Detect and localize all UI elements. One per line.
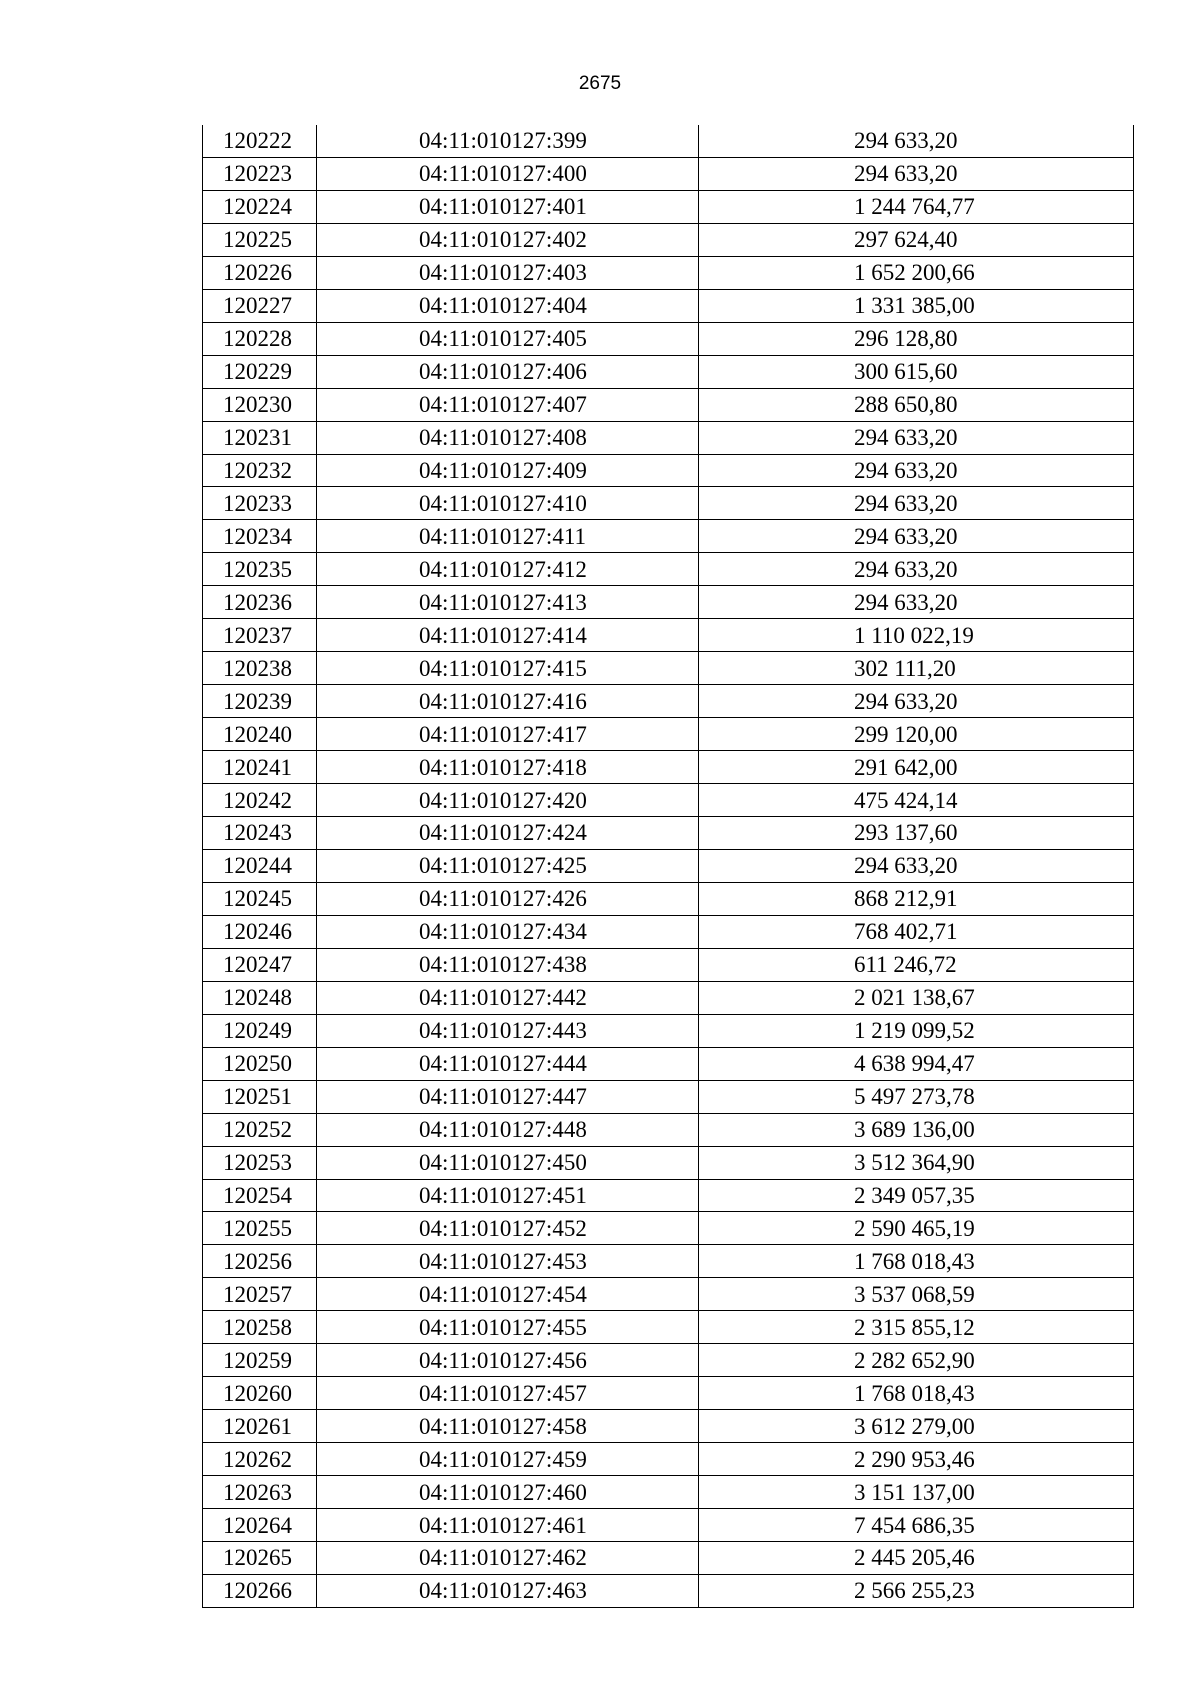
row-number-cell: 120255 [203, 1212, 317, 1245]
cadastral-number-cell: 04:11:010127:458 [317, 1410, 699, 1443]
cadastral-number-cell: 04:11:010127:463 [317, 1574, 699, 1607]
row-number-cell: 120256 [203, 1245, 317, 1278]
cadastral-number-cell: 04:11:010127:451 [317, 1179, 699, 1212]
row-number-cell: 120253 [203, 1146, 317, 1179]
cadastral-value-table [202, 125, 1134, 1608]
row-number-cell: 120229 [203, 355, 317, 388]
cadastral-value-cell: 2 445 205,46 [699, 1541, 1134, 1574]
table-row [203, 1278, 1134, 1311]
table-row [203, 685, 1134, 718]
cadastral-number-cell: 04:11:010127:454 [317, 1278, 699, 1311]
cadastral-number-cell: 04:11:010127:442 [317, 981, 699, 1014]
table-row [203, 388, 1134, 421]
table-row [203, 1179, 1134, 1212]
cadastral-value-cell: 1 768 018,43 [699, 1245, 1134, 1278]
cadastral-number-cell: 04:11:010127:461 [317, 1509, 699, 1542]
table-row [203, 652, 1134, 685]
row-number-cell: 120245 [203, 882, 317, 915]
row-number-cell: 120233 [203, 487, 317, 520]
cadastral-value-cell: 3 689 136,00 [699, 1113, 1134, 1146]
row-number-cell: 120251 [203, 1080, 317, 1113]
cadastral-number-cell: 04:11:010127:438 [317, 948, 699, 981]
table-row [203, 520, 1134, 553]
cadastral-number-cell: 04:11:010127:455 [317, 1311, 699, 1344]
cadastral-number-cell: 04:11:010127:457 [317, 1377, 699, 1410]
row-number-cell: 120262 [203, 1443, 317, 1476]
cadastral-value-cell: 611 246,72 [699, 948, 1134, 981]
cadastral-value-cell: 1 652 200,66 [699, 256, 1134, 289]
cadastral-number-cell: 04:11:010127:420 [317, 784, 699, 817]
cadastral-number-cell: 04:11:010127:447 [317, 1080, 699, 1113]
cadastral-number-cell: 04:11:010127:405 [317, 322, 699, 355]
table-row [203, 915, 1134, 948]
row-number-cell: 120235 [203, 553, 317, 586]
table-row [203, 1377, 1134, 1410]
table-row [203, 1443, 1134, 1476]
cadastral-value-cell: 2 590 465,19 [699, 1212, 1134, 1245]
table-row [203, 289, 1134, 322]
cadastral-value-cell: 2 315 855,12 [699, 1311, 1134, 1344]
page-number: 2675 [578, 73, 622, 94]
table-row [203, 817, 1134, 850]
cadastral-number-cell: 04:11:010127:416 [317, 685, 699, 718]
cadastral-value-cell: 294 633,20 [699, 454, 1134, 487]
table-row [203, 1245, 1134, 1278]
cadastral-number-cell: 04:11:010127:411 [317, 520, 699, 553]
cadastral-number-cell: 04:11:010127:414 [317, 619, 699, 652]
cadastral-value-cell: 294 633,20 [699, 421, 1134, 454]
cadastral-value-cell: 293 137,60 [699, 817, 1134, 850]
table-row [203, 882, 1134, 915]
table-row [203, 355, 1134, 388]
table-row [203, 1113, 1134, 1146]
cadastral-value-cell: 1 219 099,52 [699, 1014, 1134, 1047]
cadastral-number-cell: 04:11:010127:425 [317, 849, 699, 882]
cadastral-value-cell: 294 633,20 [699, 553, 1134, 586]
row-number-cell: 120223 [203, 157, 317, 190]
row-number-cell: 120264 [203, 1509, 317, 1542]
table-row [203, 586, 1134, 619]
cadastral-value-cell: 294 633,20 [699, 586, 1134, 619]
row-number-cell: 120244 [203, 849, 317, 882]
cadastral-value-cell: 291 642,00 [699, 751, 1134, 784]
table-row [203, 487, 1134, 520]
table-row [203, 322, 1134, 355]
row-number-cell: 120248 [203, 981, 317, 1014]
cadastral-number-cell: 04:11:010127:444 [317, 1047, 699, 1080]
table-row [203, 1509, 1134, 1542]
cadastral-number-cell: 04:11:010127:460 [317, 1476, 699, 1509]
cadastral-value-cell: 4 638 994,47 [699, 1047, 1134, 1080]
cadastral-value-cell: 1 110 022,19 [699, 619, 1134, 652]
row-number-cell: 120237 [203, 619, 317, 652]
cadastral-number-cell: 04:11:010127:448 [317, 1113, 699, 1146]
row-number-cell: 120232 [203, 454, 317, 487]
cadastral-number-cell: 04:11:010127:453 [317, 1245, 699, 1278]
cadastral-value-cell: 294 633,20 [699, 125, 1134, 157]
cadastral-number-cell: 04:11:010127:415 [317, 652, 699, 685]
cadastral-value-cell: 294 633,20 [699, 520, 1134, 553]
cadastral-number-cell: 04:11:010127:409 [317, 454, 699, 487]
table-row [203, 553, 1134, 586]
row-number-cell: 120257 [203, 1278, 317, 1311]
cadastral-value-cell: 2 021 138,67 [699, 981, 1134, 1014]
row-number-cell: 120260 [203, 1377, 317, 1410]
row-number-cell: 120249 [203, 1014, 317, 1047]
row-number-cell: 120224 [203, 190, 317, 223]
cadastral-value-cell: 294 633,20 [699, 685, 1134, 718]
table-row [203, 256, 1134, 289]
row-number-cell: 120250 [203, 1047, 317, 1080]
row-number-cell: 120258 [203, 1311, 317, 1344]
row-number-cell: 120236 [203, 586, 317, 619]
table-row [203, 190, 1134, 223]
table-row [203, 1410, 1134, 1443]
cadastral-number-cell: 04:11:010127:407 [317, 388, 699, 421]
row-number-cell: 120226 [203, 256, 317, 289]
table-row [203, 849, 1134, 882]
cadastral-value-cell: 5 497 273,78 [699, 1080, 1134, 1113]
row-number-cell: 120240 [203, 718, 317, 751]
row-number-cell: 120243 [203, 817, 317, 850]
row-number-cell: 120239 [203, 685, 317, 718]
row-number-cell: 120225 [203, 223, 317, 256]
cadastral-number-cell: 04:11:010127:412 [317, 553, 699, 586]
table-row [203, 718, 1134, 751]
table-row [203, 421, 1134, 454]
table-row [203, 619, 1134, 652]
cadastral-number-cell: 04:11:010127:408 [317, 421, 699, 454]
cadastral-value-cell: 294 633,20 [699, 157, 1134, 190]
cadastral-number-cell: 04:11:010127:450 [317, 1146, 699, 1179]
row-number-cell: 120265 [203, 1541, 317, 1574]
cadastral-value-cell: 7 454 686,35 [699, 1509, 1134, 1542]
cadastral-value-cell: 1 244 764,77 [699, 190, 1134, 223]
row-number-cell: 120230 [203, 388, 317, 421]
table-row [203, 223, 1134, 256]
cadastral-number-cell: 04:11:010127:424 [317, 817, 699, 850]
row-number-cell: 120252 [203, 1113, 317, 1146]
row-number-cell: 120222 [203, 125, 317, 157]
row-number-cell: 120266 [203, 1574, 317, 1607]
table-row [203, 751, 1134, 784]
row-number-cell: 120234 [203, 520, 317, 553]
cadastral-number-cell: 04:11:010127:452 [317, 1212, 699, 1245]
cadastral-number-cell: 04:11:010127:426 [317, 882, 699, 915]
cadastral-value-cell: 294 633,20 [699, 487, 1134, 520]
table-row [203, 1047, 1134, 1080]
table-row [203, 1574, 1134, 1607]
row-number-cell: 120246 [203, 915, 317, 948]
cadastral-value-cell: 475 424,14 [699, 784, 1134, 817]
cadastral-value-cell: 297 624,40 [699, 223, 1134, 256]
cadastral-value-cell: 2 566 255,23 [699, 1574, 1134, 1607]
cadastral-number-cell: 04:11:010127:404 [317, 289, 699, 322]
cadastral-value-cell: 3 612 279,00 [699, 1410, 1134, 1443]
cadastral-number-cell: 04:11:010127:400 [317, 157, 699, 190]
cadastral-value-cell: 3 512 364,90 [699, 1146, 1134, 1179]
cadastral-number-cell: 04:11:010127:417 [317, 718, 699, 751]
table-row [203, 784, 1134, 817]
cadastral-number-cell: 04:11:010127:403 [317, 256, 699, 289]
cadastral-number-cell: 04:11:010127:399 [317, 125, 699, 157]
row-number-cell: 120259 [203, 1344, 317, 1377]
cadastral-value-cell: 294 633,20 [699, 849, 1134, 882]
cadastral-value-cell: 299 120,00 [699, 718, 1134, 751]
cadastral-value-cell: 288 650,80 [699, 388, 1134, 421]
cadastral-value-cell: 868 212,91 [699, 882, 1134, 915]
table-row [203, 1476, 1134, 1509]
cadastral-number-cell: 04:11:010127:401 [317, 190, 699, 223]
row-number-cell: 120227 [203, 289, 317, 322]
cadastral-value-cell: 768 402,71 [699, 915, 1134, 948]
row-number-cell: 120242 [203, 784, 317, 817]
table-row [203, 1080, 1134, 1113]
row-number-cell: 120247 [203, 948, 317, 981]
cadastral-number-cell: 04:11:010127:434 [317, 915, 699, 948]
table-row [203, 948, 1134, 981]
table-row [203, 1541, 1134, 1574]
cadastral-value-cell: 1 768 018,43 [699, 1377, 1134, 1410]
cadastral-number-cell: 04:11:010127:406 [317, 355, 699, 388]
row-number-cell: 120238 [203, 652, 317, 685]
table-row [203, 1344, 1134, 1377]
cadastral-value-cell: 302 111,20 [699, 652, 1134, 685]
cadastral-number-cell: 04:11:010127:410 [317, 487, 699, 520]
cadastral-number-cell: 04:11:010127:462 [317, 1541, 699, 1574]
cadastral-number-cell: 04:11:010127:459 [317, 1443, 699, 1476]
cadastral-number-cell: 04:11:010127:413 [317, 586, 699, 619]
table-row [203, 1311, 1134, 1344]
table-body [203, 125, 1134, 1607]
cadastral-number-cell: 04:11:010127:456 [317, 1344, 699, 1377]
table-row [203, 1014, 1134, 1047]
row-number-cell: 120261 [203, 1410, 317, 1443]
row-number-cell: 120231 [203, 421, 317, 454]
row-number-cell: 120254 [203, 1179, 317, 1212]
table-row [203, 981, 1134, 1014]
row-number-cell: 120241 [203, 751, 317, 784]
row-number-cell: 120228 [203, 322, 317, 355]
table-row [203, 1146, 1134, 1179]
table-row [203, 157, 1134, 190]
cadastral-value-cell: 1 331 385,00 [699, 289, 1134, 322]
table-row [203, 125, 1134, 157]
cadastral-number-cell: 04:11:010127:418 [317, 751, 699, 784]
table-row [203, 1212, 1134, 1245]
cadastral-value-cell: 300 615,60 [699, 355, 1134, 388]
cadastral-value-cell: 296 128,80 [699, 322, 1134, 355]
cadastral-number-cell: 04:11:010127:402 [317, 223, 699, 256]
cadastral-value-cell: 3 151 137,00 [699, 1476, 1134, 1509]
cadastral-number-cell: 04:11:010127:443 [317, 1014, 699, 1047]
table-row [203, 454, 1134, 487]
cadastral-value-cell: 3 537 068,59 [699, 1278, 1134, 1311]
cadastral-value-cell: 2 282 652,90 [699, 1344, 1134, 1377]
row-number-cell: 120263 [203, 1476, 317, 1509]
cadastral-value-cell: 2 290 953,46 [699, 1443, 1134, 1476]
cadastral-value-cell: 2 349 057,35 [699, 1179, 1134, 1212]
